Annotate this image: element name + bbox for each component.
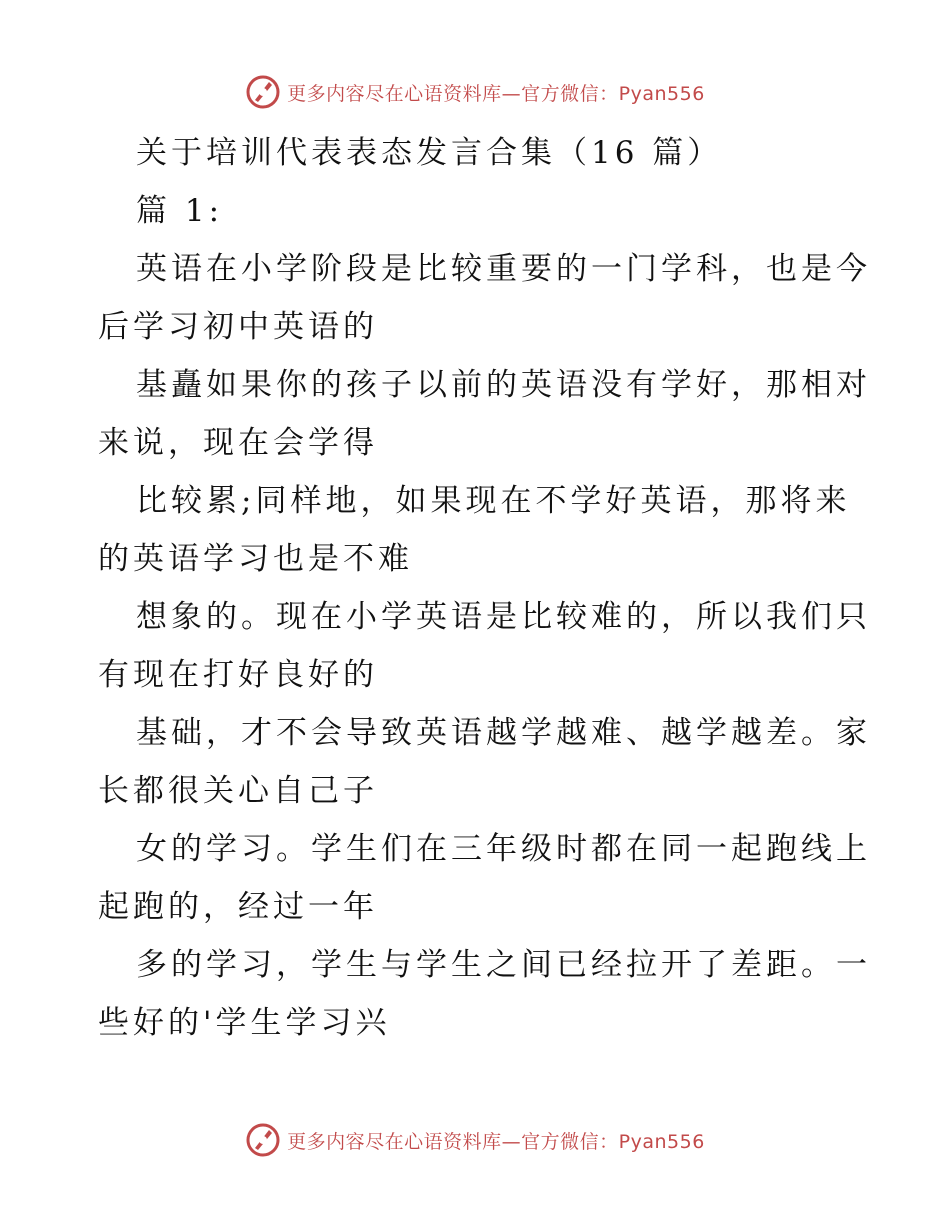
paragraph-line: 女的学习。学生们在三年级时都在同一起跑线上 [136, 831, 871, 867]
paragraph-line: 想象的。现在小学英语是比较难的，所以我们只 [136, 599, 871, 635]
quill-logo-icon [245, 74, 281, 110]
banner-text: 更多内容尽在心语资料库—官方微信：Pyan556 [287, 1130, 705, 1153]
paragraph-line: 有现在打好良好的 [98, 657, 378, 693]
footer-banner [0, 1118, 950, 1162]
document-body [98, 124, 871, 1052]
paragraph-line: 后学习初中英语的 [98, 309, 378, 345]
paragraph-line: 些好的'学生学习兴 [98, 1005, 391, 1041]
section-heading: 篇 1: [136, 193, 224, 229]
quill-logo-icon [245, 1122, 281, 1158]
header-banner [0, 70, 950, 114]
paragraph-line: 来说，现在会学得 [98, 425, 378, 461]
paragraph-line: 基础，才不会导致英语越学越难、越学越差。家 [136, 715, 871, 751]
document-title: 关于培训代表表态发言合集（16 篇） [136, 135, 723, 171]
paragraph-line: 多的学习，学生与学生之间已经拉开了差距。一 [136, 947, 871, 983]
paragraph-line: 的英语学习也是不难 [98, 541, 413, 577]
paragraph-line: 起跑的，经过一年 [98, 889, 378, 925]
paragraph-line: 基矗如果你的孩子以前的英语没有学好，那相对 [136, 367, 871, 403]
banner-text: 更多内容尽在心语资料库—官方微信：Pyan556 [287, 82, 705, 105]
paragraph-line: 长都很关心自己子 [98, 773, 378, 809]
paragraph-line: 比较累;同样地，如果现在不学好英语，那将来 [136, 483, 851, 519]
paragraph-line: 英语在小学阶段是比较重要的一门学科，也是今 [136, 251, 871, 287]
